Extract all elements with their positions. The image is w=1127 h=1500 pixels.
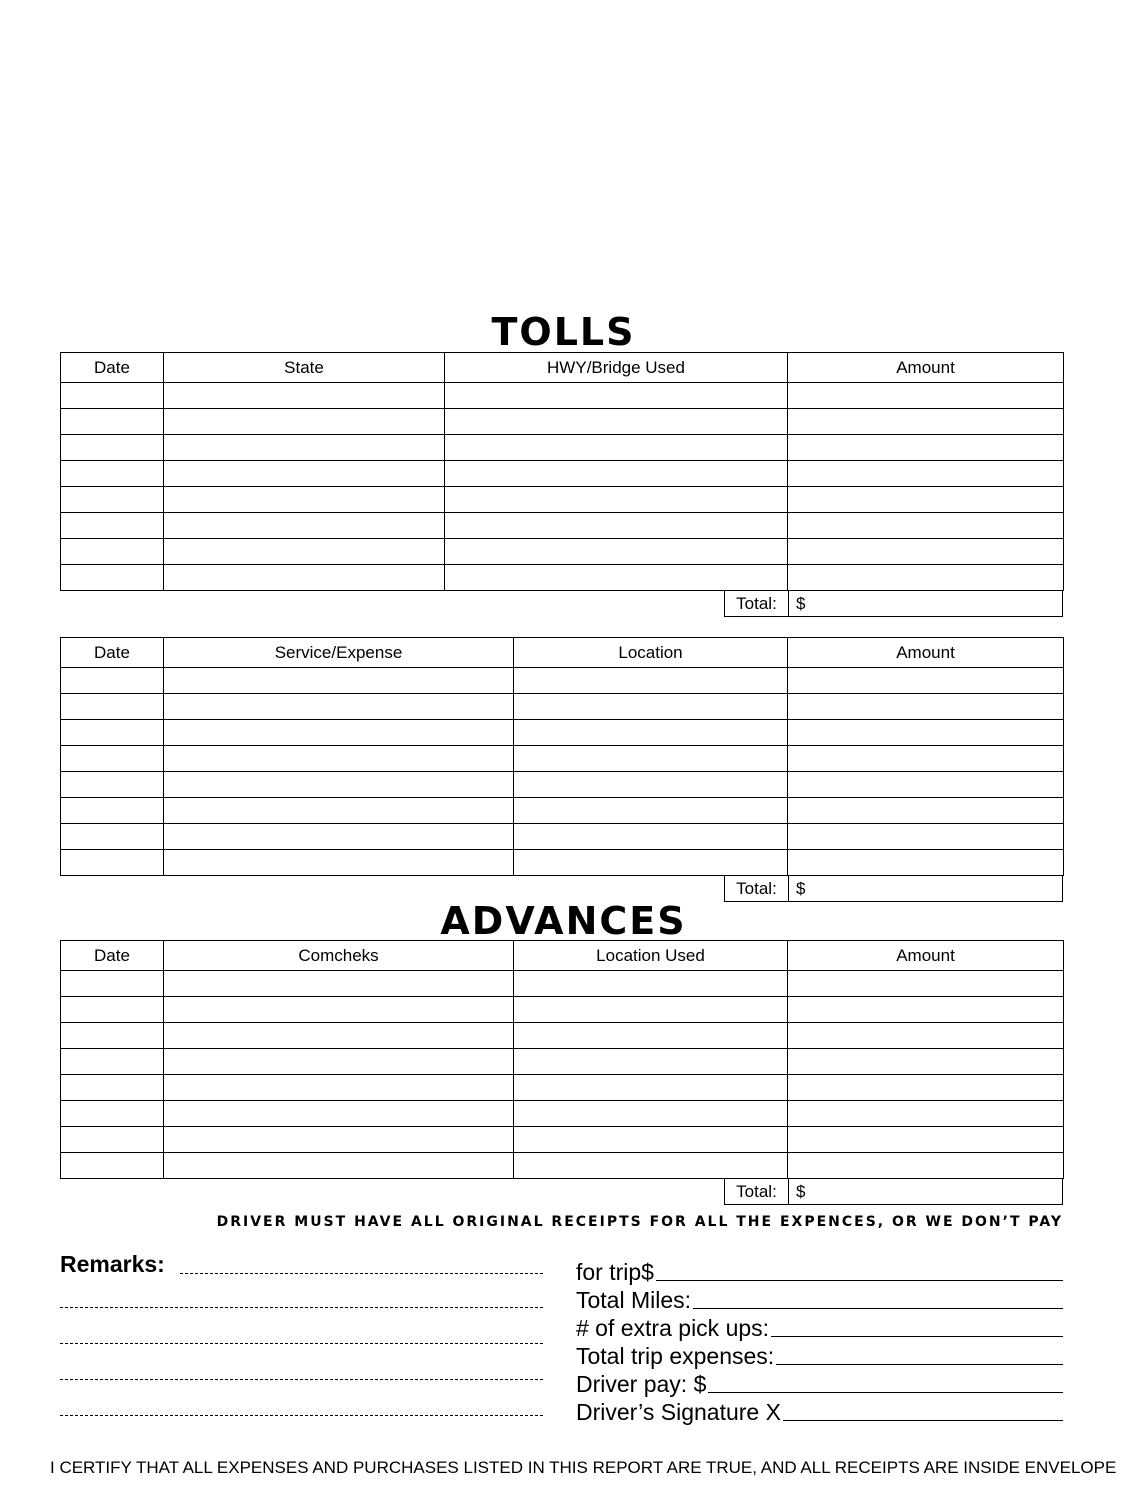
table-row xyxy=(61,668,1064,694)
location-cell[interactable] xyxy=(514,1101,788,1127)
date-cell[interactable] xyxy=(61,746,164,772)
table-row xyxy=(61,539,1064,565)
service-cell[interactable] xyxy=(164,668,514,694)
table-row xyxy=(61,824,1064,850)
hwy-cell[interactable] xyxy=(445,461,788,487)
comchek-cell[interactable] xyxy=(164,997,514,1023)
driver-pay-row xyxy=(576,1370,1063,1398)
date-cell[interactable] xyxy=(61,1153,164,1179)
service-cell[interactable] xyxy=(164,772,514,798)
expenses-total xyxy=(724,875,1063,902)
remarks-line[interactable] xyxy=(60,1307,543,1308)
amount-cell[interactable] xyxy=(788,997,1064,1023)
table-row xyxy=(61,746,1064,772)
tolls-header-row xyxy=(61,353,1064,383)
location-cell[interactable] xyxy=(514,1023,788,1049)
amount-cell[interactable] xyxy=(788,565,1064,591)
amount-cell[interactable] xyxy=(788,539,1064,565)
column-header-hwy-bridge: HWY/Bridge Used xyxy=(445,353,788,383)
hwy-cell[interactable] xyxy=(445,487,788,513)
table-row xyxy=(61,461,1064,487)
amount-cell[interactable] xyxy=(788,1023,1064,1049)
date-cell[interactable] xyxy=(61,435,164,461)
amount-cell[interactable] xyxy=(788,435,1064,461)
total-value-field[interactable]: $ xyxy=(796,878,806,898)
date-cell[interactable] xyxy=(61,798,164,824)
service-cell[interactable] xyxy=(164,694,514,720)
signature-label: Driver’s Signature X xyxy=(576,1399,781,1425)
location-cell[interactable] xyxy=(514,997,788,1023)
for-trip-row xyxy=(576,1258,1063,1286)
amount-cell[interactable] xyxy=(788,694,1064,720)
amount-cell[interactable] xyxy=(788,1101,1064,1127)
total-miles-row xyxy=(576,1286,1063,1314)
table-row xyxy=(61,772,1064,798)
expenses-table xyxy=(60,637,1064,876)
table-row xyxy=(61,997,1064,1023)
table-row xyxy=(61,720,1064,746)
date-cell[interactable] xyxy=(61,824,164,850)
table-row xyxy=(61,798,1064,824)
date-cell[interactable] xyxy=(61,1075,164,1101)
hwy-cell[interactable] xyxy=(445,539,788,565)
location-cell[interactable] xyxy=(514,772,788,798)
location-cell[interactable] xyxy=(514,971,788,997)
signature-field[interactable] xyxy=(783,1420,1063,1421)
trip-expenses-label: Total trip expenses: xyxy=(576,1343,775,1369)
column-header-date: Date xyxy=(61,941,164,971)
location-cell[interactable] xyxy=(514,824,788,850)
date-cell[interactable] xyxy=(61,383,164,409)
state-cell[interactable] xyxy=(164,409,445,435)
service-cell[interactable] xyxy=(164,850,514,876)
table-row xyxy=(61,383,1064,409)
total-label: Total: xyxy=(725,876,789,901)
remarks-line[interactable] xyxy=(60,1415,543,1416)
column-header-location-used: Location Used xyxy=(514,941,788,971)
table-row xyxy=(61,409,1064,435)
trip-expenses-row xyxy=(576,1342,1063,1370)
amount-cell[interactable] xyxy=(788,1075,1064,1101)
receipts-notice: DRIVER MUST HAVE ALL ORIGINAL RECEIPTS FOR ALL THE EXPENCES, OR WE DON’T PAY xyxy=(216,1214,1063,1230)
table-row xyxy=(61,1049,1064,1075)
amount-cell[interactable] xyxy=(788,746,1064,772)
location-cell[interactable] xyxy=(514,798,788,824)
hwy-cell[interactable] xyxy=(445,435,788,461)
signature-row xyxy=(576,1398,1063,1426)
date-cell[interactable] xyxy=(61,565,164,591)
location-cell[interactable] xyxy=(514,1127,788,1153)
table-row xyxy=(61,513,1064,539)
remarks-label: Remarks: xyxy=(60,1251,165,1277)
total-value-field[interactable]: $ xyxy=(796,593,806,613)
driver-pay-label: Driver pay: $ xyxy=(576,1371,707,1397)
comchek-cell[interactable] xyxy=(164,1023,514,1049)
date-cell[interactable] xyxy=(61,772,164,798)
amount-cell[interactable] xyxy=(788,772,1064,798)
total-value-field[interactable]: $ xyxy=(796,1181,806,1201)
comchek-cell[interactable] xyxy=(164,1075,514,1101)
table-row xyxy=(61,1101,1064,1127)
date-cell[interactable] xyxy=(61,997,164,1023)
table-row xyxy=(61,694,1064,720)
table-row xyxy=(61,1153,1064,1179)
comchek-cell[interactable] xyxy=(164,1127,514,1153)
table-row xyxy=(61,487,1064,513)
state-cell[interactable] xyxy=(164,513,445,539)
comchek-cell[interactable] xyxy=(164,1101,514,1127)
amount-cell[interactable] xyxy=(788,1153,1064,1179)
state-cell[interactable] xyxy=(164,565,445,591)
amount-cell[interactable] xyxy=(788,409,1064,435)
service-cell[interactable] xyxy=(164,746,514,772)
location-cell[interactable] xyxy=(514,850,788,876)
column-header-service-expense: Service/Expense xyxy=(164,638,514,668)
location-cell[interactable] xyxy=(514,1153,788,1179)
trip-expenses-field[interactable] xyxy=(776,1364,1063,1365)
amount-cell[interactable] xyxy=(788,971,1064,997)
advances-heading: ADVANCES xyxy=(440,899,687,943)
hwy-cell[interactable] xyxy=(445,383,788,409)
advances-header-row xyxy=(61,941,1064,971)
amount-cell[interactable] xyxy=(788,487,1064,513)
expenses-header-row xyxy=(61,638,1064,668)
amount-cell[interactable] xyxy=(788,1049,1064,1075)
remarks-line[interactable] xyxy=(60,1379,543,1380)
state-cell[interactable] xyxy=(164,539,445,565)
state-cell[interactable] xyxy=(164,435,445,461)
column-header-amount: Amount xyxy=(788,941,1064,971)
amount-cell[interactable] xyxy=(788,668,1064,694)
column-header-amount: Amount xyxy=(788,353,1064,383)
date-cell[interactable] xyxy=(61,539,164,565)
for-trip-label: for trip$ xyxy=(576,1259,654,1285)
tolls-total xyxy=(724,590,1063,617)
date-cell[interactable] xyxy=(61,487,164,513)
amount-cell[interactable] xyxy=(788,798,1064,824)
extra-pickups-label: # of extra pick ups: xyxy=(576,1315,770,1341)
date-cell[interactable] xyxy=(61,1049,164,1075)
total-miles-field[interactable] xyxy=(693,1308,1063,1309)
amount-cell[interactable] xyxy=(788,850,1064,876)
hwy-cell[interactable] xyxy=(445,565,788,591)
column-header-date: Date xyxy=(61,353,164,383)
location-cell[interactable] xyxy=(514,720,788,746)
remarks-line[interactable] xyxy=(60,1343,543,1344)
date-cell[interactable] xyxy=(61,461,164,487)
column-header-comcheks: Comcheks xyxy=(164,941,514,971)
state-cell[interactable] xyxy=(164,487,445,513)
date-cell[interactable] xyxy=(61,1127,164,1153)
hwy-cell[interactable] xyxy=(445,409,788,435)
total-label: Total: xyxy=(725,1179,789,1204)
amount-cell[interactable] xyxy=(788,461,1064,487)
date-cell[interactable] xyxy=(61,720,164,746)
table-row xyxy=(61,1127,1064,1153)
total-label: Total: xyxy=(725,591,789,616)
amount-cell[interactable] xyxy=(788,720,1064,746)
state-cell[interactable] xyxy=(164,461,445,487)
date-cell[interactable] xyxy=(61,850,164,876)
table-row xyxy=(61,565,1064,591)
advances-total xyxy=(724,1178,1063,1205)
driver-pay-field[interactable] xyxy=(708,1392,1063,1393)
column-header-amount: Amount xyxy=(788,638,1064,668)
total-miles-label: Total Miles: xyxy=(576,1287,692,1313)
table-row xyxy=(61,1023,1064,1049)
comchek-cell[interactable] xyxy=(164,1049,514,1075)
location-cell[interactable] xyxy=(514,694,788,720)
date-cell[interactable] xyxy=(61,1023,164,1049)
date-cell[interactable] xyxy=(61,668,164,694)
location-cell[interactable] xyxy=(514,746,788,772)
tolls-heading: TOLLS xyxy=(491,310,636,354)
table-row xyxy=(61,971,1064,997)
certification-statement: I CERTIFY THAT ALL EXPENSES AND PURCHASES LISTED IN THIS REPORT ARE TRUE, AND ALL RECEIPTS ARE INSIDE ENVELOPE xyxy=(50,1458,1117,1477)
amount-cell[interactable] xyxy=(788,1127,1064,1153)
table-row xyxy=(61,435,1064,461)
location-cell[interactable] xyxy=(514,668,788,694)
date-cell[interactable] xyxy=(61,1101,164,1127)
location-cell[interactable] xyxy=(514,1049,788,1075)
location-cell[interactable] xyxy=(514,1075,788,1101)
date-cell[interactable] xyxy=(61,694,164,720)
remarks-line[interactable] xyxy=(180,1273,543,1274)
tolls-table xyxy=(60,352,1064,591)
hwy-cell[interactable] xyxy=(445,513,788,539)
comchek-cell[interactable] xyxy=(164,971,514,997)
table-row xyxy=(61,850,1064,876)
service-cell[interactable] xyxy=(164,824,514,850)
extra-pickups-field[interactable] xyxy=(771,1336,1063,1337)
date-cell[interactable] xyxy=(61,513,164,539)
amount-cell[interactable] xyxy=(788,383,1064,409)
table-row xyxy=(61,1075,1064,1101)
column-header-location: Location xyxy=(514,638,788,668)
advances-table xyxy=(60,940,1064,1179)
comchek-cell[interactable] xyxy=(164,1153,514,1179)
column-header-date: Date xyxy=(61,638,164,668)
service-cell[interactable] xyxy=(164,798,514,824)
for-trip-field[interactable] xyxy=(656,1280,1063,1281)
date-cell[interactable] xyxy=(61,971,164,997)
service-cell[interactable] xyxy=(164,720,514,746)
state-cell[interactable] xyxy=(164,383,445,409)
amount-cell[interactable] xyxy=(788,824,1064,850)
column-header-state: State xyxy=(164,353,445,383)
date-cell[interactable] xyxy=(61,409,164,435)
extra-pickups-row xyxy=(576,1314,1063,1342)
amount-cell[interactable] xyxy=(788,513,1064,539)
